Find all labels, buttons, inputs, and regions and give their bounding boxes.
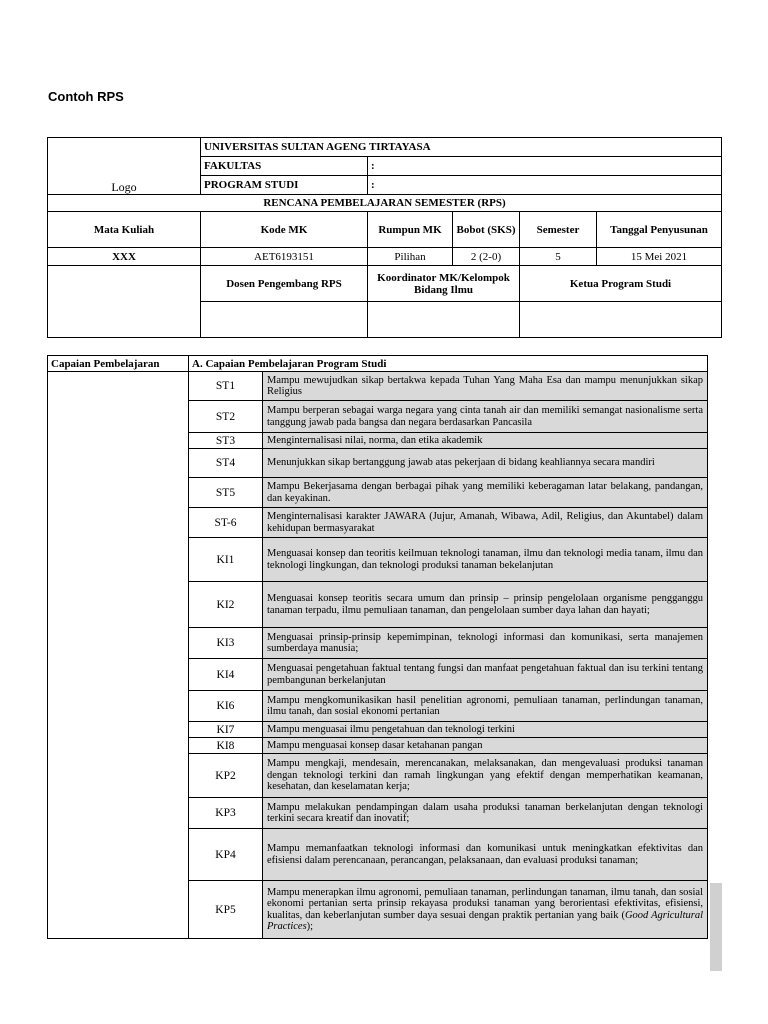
outcome-code: KI8 [189,738,263,754]
page-edge-shadow [710,883,722,971]
outcome-code: ST1 [189,372,263,401]
faculty-value: : [368,157,722,176]
outcome-code: KI1 [189,538,263,582]
outcomes-section-title: A. Capaian Pembelajaran Program Studi [189,356,708,372]
outcome-description: Menguasai pengetahuan faktual tentang fungsi dan manfaat pengetahuan faktual dan isu terkini tentang pembangunan berkelanjutan [263,659,708,691]
program-label: PROGRAM STUDI [201,176,368,195]
outcome-description: Mampu menerapkan ilmu agronomi, pemuliaan tanaman, perlindungan tanaman, ilmu tanah, dan sosial ekonomi pertanian serta prinsip rekayasa produksi tanaman yang berorientasi efektivitas, efisiensi, kualitas, dan keberlanjutan sumber daya sesuai dengan praktik pertanian yang baik (Good Agricultural Practices); [263,881,708,939]
outcome-code: KI6 [189,691,263,722]
col-tanggal: Tanggal Penyusunan [597,212,722,248]
col-rumpun-mk: Rumpun MK [368,212,453,248]
value-mata-kuliah: XXX [48,248,201,266]
program-value: : [368,176,722,195]
outcome-description: Mampu memanfaatkan teknologi informasi dan komunikasi untuk meningkatkan efektivitas dan efisiensi dalam perencanaan, perancangan, pelaksanaan, dan evaluasi produksi tanaman; [263,829,708,881]
faculty-label: FAKULTAS [201,157,368,176]
learning-outcomes-table [47,355,708,939]
sign-ketua-space [520,302,722,338]
outcome-code: ST2 [189,401,263,433]
col-semester: Semester [520,212,597,248]
col-kode-mk: Kode MK [201,212,368,248]
sign-ketua: Ketua Program Studi [520,266,722,302]
outcome-code: KP4 [189,829,263,881]
page-heading: Contoh RPS [48,89,124,104]
outcome-description: Mampu menguasai konsep dasar ketahanan pangan [263,738,708,754]
outcome-description: Mampu mewujudkan sikap bertakwa kepada Tuhan Yang Maha Esa dan mampu menunjukkan sikap Religius [263,372,708,401]
value-kode-mk: AET6193151 [201,248,368,266]
outcomes-left-label: Capaian Pembelajaran [48,356,189,372]
outcome-code: KP3 [189,798,263,829]
rps-title: RENCANA PEMBELAJARAN SEMESTER (RPS) [48,195,722,212]
outcome-code: ST4 [189,449,263,478]
outcome-description: Mampu menguasai ilmu pengetahuan dan teknologi terkini [263,722,708,738]
value-bobot: 2 (2-0) [453,248,520,266]
logo-placeholder: Logo [48,138,201,195]
sign-koordinator-space [368,302,520,338]
blank-cell [48,266,201,338]
outcome-code: KI3 [189,628,263,659]
outcomes-left-blank [48,372,189,939]
sign-dosen: Dosen Pengembang RPS [201,266,368,302]
outcome-description: Menginternalisasi nilai, norma, dan etika akademik [263,433,708,449]
outcome-row [48,372,708,401]
outcome-description: Mampu Bekerjasama dengan berbagai pihak yang memiliki keberagaman latar belakang, pandangan, dan keyakinan. [263,478,708,508]
outcome-description: Mampu berperan sebagai warga negara yang cinta tanah air dan memiliki semangat nasionalisme serta tanggung jawab pada bangsa dan negara berdasarkan Pancasila [263,401,708,433]
outcome-code: ST3 [189,433,263,449]
value-semester: 5 [520,248,597,266]
outcome-code: KP5 [189,881,263,939]
col-bobot: Bobot (SKS) [453,212,520,248]
outcome-description: Menguasai konsep dan teoritis keilmuan teknologi tanaman, ilmu dan teknologi media tanam, ilmu dan teknologi lingkungan, dan teknologi produksi tanaman bekelanjutan [263,538,708,582]
outcome-code: KI2 [189,582,263,628]
outcome-description: Menguasai prinsip-prinsip kepemimpinan, teknologi informasi dan komunikasi, serta manajemen sumberdaya manusia; [263,628,708,659]
outcome-description: Menguasai konsep teoritis secara umum dan prinsip – prinsip pengelolaan organisme pengganggu tanaman terpadu, ilmu pemuliaan tanaman, dan pengelolaan sumber daya lahan dan hayati; [263,582,708,628]
col-mata-kuliah: Mata Kuliah [48,212,201,248]
sign-dosen-space [201,302,368,338]
outcome-code: KI4 [189,659,263,691]
outcome-description: Menunjukkan sikap bertanggung jawab atas pekerjaan di bidang keahliannya secara mandiri [263,449,708,478]
outcome-code: KI7 [189,722,263,738]
outcome-code: KP2 [189,754,263,798]
university-name: UNIVERSITAS SULTAN AGENG TIRTAYASA [201,138,722,157]
value-rumpun-mk: Pilihan [368,248,453,266]
outcome-description: Mampu melakukan pendampingan dalam usaha produksi tanaman berkelanjutan dengan teknologi terkini secara kreatif dan inovatif; [263,798,708,829]
outcome-code: ST5 [189,478,263,508]
outcome-code: ST-6 [189,508,263,538]
value-tanggal: 15 Mei 2021 [597,248,722,266]
outcome-description: Mampu mengkaji, mendesain, merencanakan, melaksanakan, dan mengevaluasi produksi tanaman dengan teknologi terkini dan ramah lingkungan yang efektif dengan memperhatikan keamanan, kesehatan, dan keselamatan kerja; [263,754,708,798]
outcome-description: Menginternalisasi karakter JAWARA (Jujur, Amanah, Wibawa, Adil, Religius, dan Akuntabel) dalam kehidupan bermasyarakat [263,508,708,538]
rps-header-table [47,137,722,338]
outcome-description: Mampu mengkomunikasikan hasil penelitian agronomi, pemuliaan tanaman, perlindungan tanaman, ilmu tanah, dan sosial ekonomi pertanian [263,691,708,722]
sign-koordinator: Koordinator MK/Kelompok Bidang Ilmu [368,266,520,302]
